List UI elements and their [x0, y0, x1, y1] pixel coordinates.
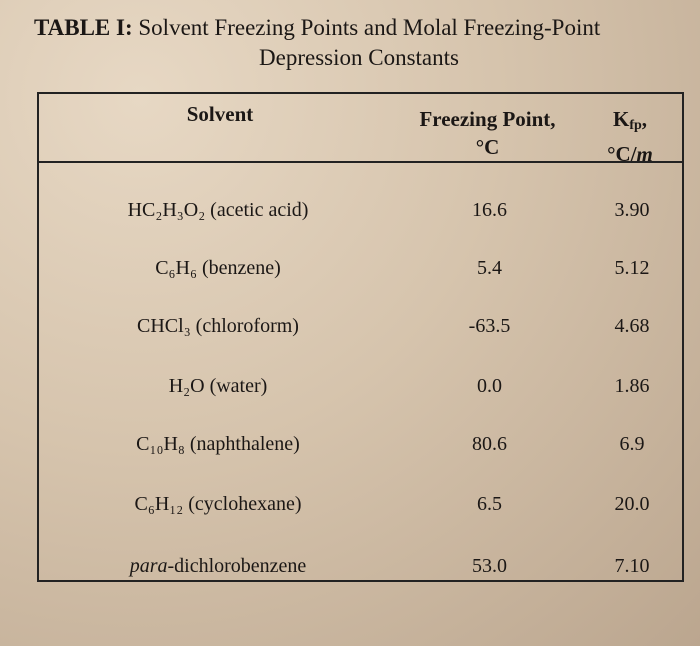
solvent-name-rest: -dichlorobenzene	[167, 555, 307, 577]
kfp-cell: 7.10	[614, 555, 650, 577]
table-row	[37, 424, 684, 464]
freezing-point-cell: 16.6	[472, 199, 507, 221]
solvent-cell: C₆H₁₂ (cyclohexane)	[134, 493, 302, 515]
kfp-cell: 20.0	[614, 493, 650, 515]
kfp-cell: 3.90	[614, 199, 650, 221]
kfp-header-unit-prefix: °C/	[607, 142, 637, 166]
kfp-cell: 1.86	[614, 375, 650, 397]
solvent-cell: C₆H₆ (benzene)	[155, 257, 281, 279]
freezing-point-cell: 53.0	[472, 555, 507, 577]
kfp-cell: 5.12	[614, 257, 650, 279]
caption-label: TABLE I:	[34, 15, 133, 40]
kfp-header-k: K	[612, 107, 630, 131]
caption-title-line-2: Depression Constants	[259, 45, 459, 70]
freezing-point-cell: 80.6	[472, 433, 507, 455]
solvent-cell: HC₂H₃O₂ (acetic acid)	[127, 199, 309, 221]
kfp-header-subscript: fp	[629, 118, 642, 133]
caption-line-1	[34, 13, 674, 43]
table-row	[37, 306, 684, 346]
kfp-cell: 6.9	[619, 433, 645, 455]
solvent-cell: H₂O (water)	[168, 375, 268, 397]
freezing-point-cell: 6.5	[477, 493, 502, 515]
freezing-point-cell: 5.4	[477, 257, 502, 279]
solvent-cell	[37, 546, 399, 586]
kfp-header-unit	[585, 140, 675, 168]
freezing-point-cell: -63.5	[468, 315, 511, 337]
table-row	[37, 546, 684, 586]
column-header-solvent: Solvent	[186, 102, 254, 126]
solvent-prefix-italic: para	[129, 555, 168, 577]
solvent-cell: CHCl₃ (chloroform)	[137, 315, 299, 337]
column-header-freezing-point	[395, 105, 580, 161]
solvent-cell: C₁₀H₈ (naphthalene)	[136, 433, 300, 455]
table-row	[37, 248, 684, 288]
kfp-cell: 4.68	[614, 315, 650, 337]
caption-title-line-1: Solvent Freezing Points and Molal Freezing-Point	[138, 15, 601, 40]
table-row	[37, 484, 684, 524]
freezing-point-header-unit: °C	[475, 135, 500, 159]
kfp-header-comma: ,	[641, 107, 648, 131]
freezing-point-cell: 0.0	[477, 375, 502, 397]
table-caption	[34, 13, 674, 73]
kfp-header-unit-molal: m	[636, 142, 653, 166]
table-row	[37, 366, 684, 406]
table-row	[37, 190, 684, 230]
freezing-point-header-line-1: Freezing Point,	[419, 107, 556, 131]
kfp-header-symbol	[585, 105, 675, 140]
column-header-kfp	[585, 105, 675, 168]
